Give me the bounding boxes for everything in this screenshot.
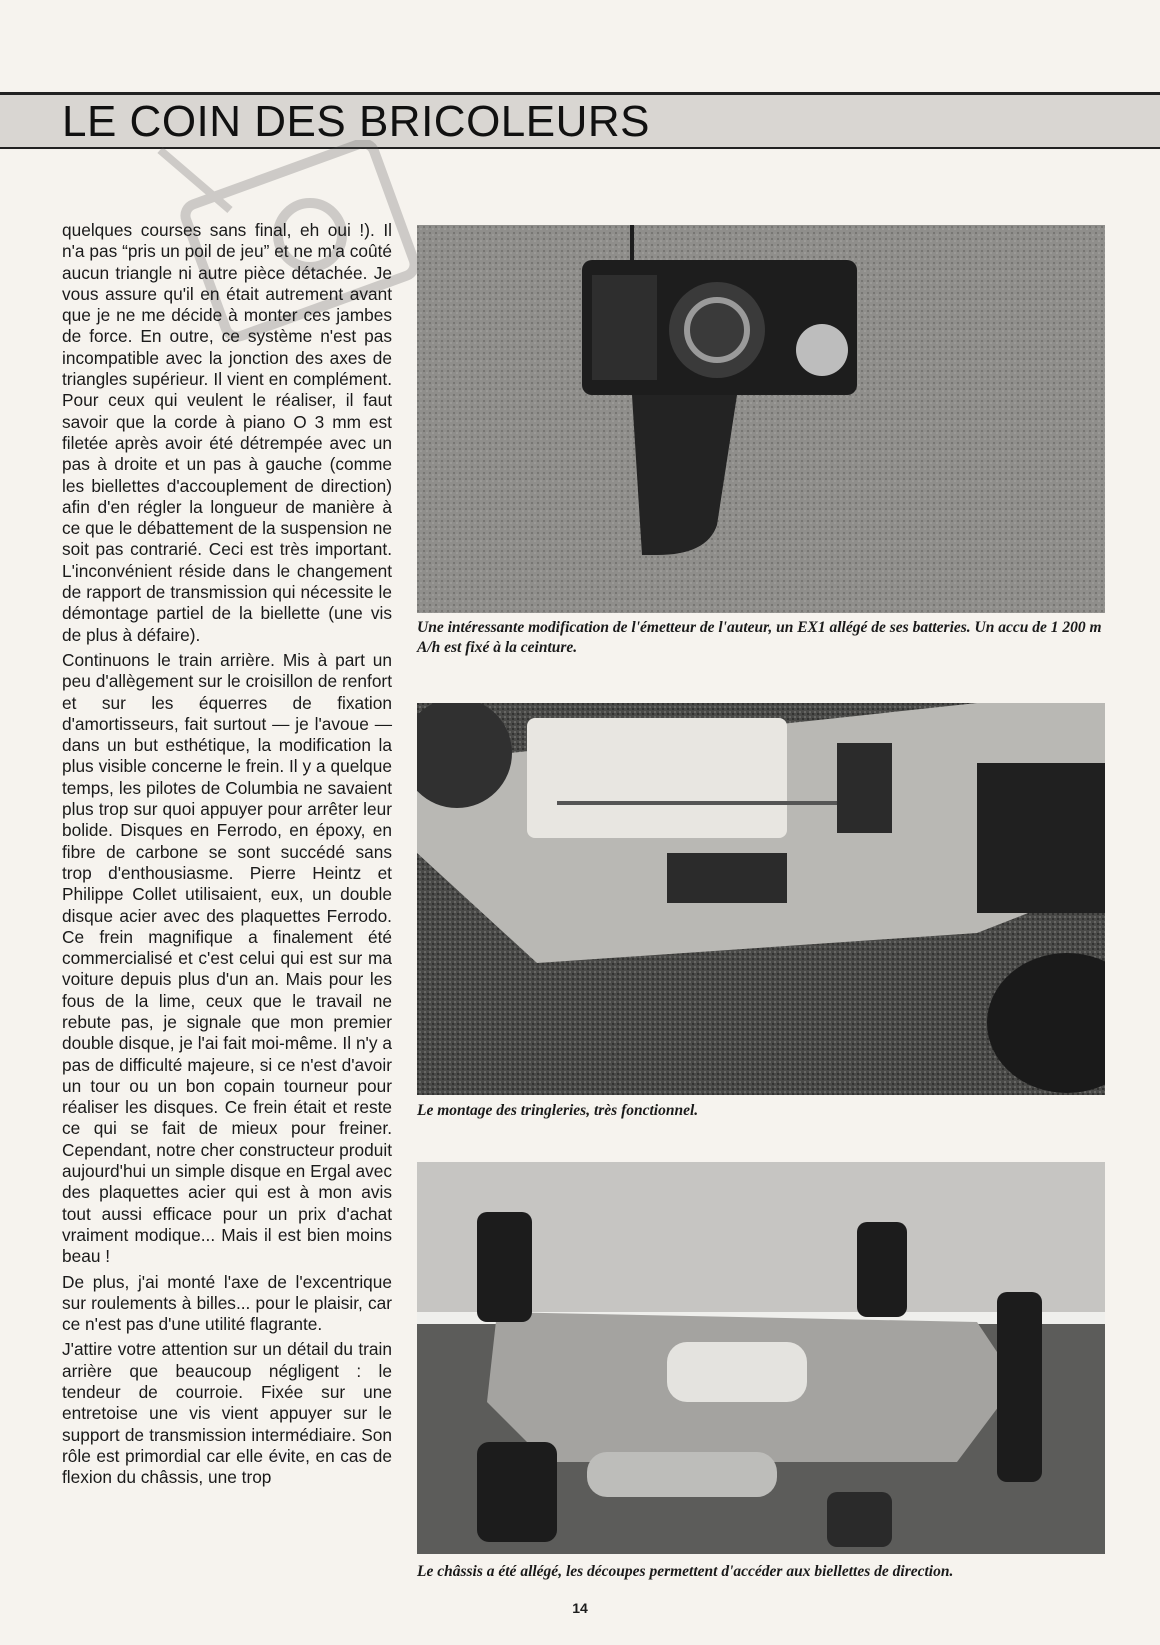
section-banner <box>0 92 1160 149</box>
transmitter-photo <box>417 225 1105 613</box>
page-number: 14 <box>572 1600 588 1616</box>
paragraph: De plus, j'ai monté l'axe de l'excentrique sur roulements à billes... pour le plaisir, car ce n'est pas d'une utilité flagrante. <box>62 1271 392 1335</box>
paragraph: J'attire votre attention sur un détail du train arrière que beaucoup négligent : le tendeur de courroie. Fixée sur une entretoise une vis vient appuyer sur le support de transmission intermédiaire. Son rôle est primordial car elle évite, en cas de flexion du châssis, une trop <box>62 1339 392 1488</box>
photo-caption: Une intéressante modification de l'émetteur de l'auteur, un EX1 allégé de ses batteries. Un accu de 1 200 m A/h est fixé à la ceinture. <box>417 619 1102 656</box>
paragraph: Continuons le train arrière. Mis à part un peu d'allègement sur le croisillon de renfort et sur les équerres de fixation d'amortisseurs, fait surtout — je l'avoue — dans un but esthétique, la modification la plus visible concerne le frein. Il y a quelque temps, les pilotes de Columbia ne savaient plus trop sur quoi appuyer pour arrêter leur bolide. Disques en Ferrodo, en époxy, en fibre de carbone se sont succédé sans trop d'enthousiasme. Pierre Heintz et Philippe Collet utilisaient, eux, un double disque acier avec des plaquettes Ferrodo. Ce frein magnifique a finalement été commercialisé et c'est celui qui est sur ma voiture depuis plus d'un an. Mais pour les fous de la lime, ceux que le travail ne rebute pas, je signale que mon premier double disque, je l'ai fait moi-même. Il n'y a pas de difficulté majeure, si ce n'est d'avoir un tour ou un bon copain tourneur pour réaliser les disques. Ce frein était et reste ce qui se fait de mieux pour freiner. Cependant, notre cher constructeur produit aujourd'hui un simple disque en Ergal avec des plaquettes acier qui est à mon avis tout aussi efficace pour un prix d'achat vraiment modique... Mais il est bien moins beau ! <box>62 649 392 1267</box>
article-body <box>62 220 392 1489</box>
paragraph: quelques courses sans final, eh oui !). Il n'a pas “pris un poil de jeu” et ne m'a coûté aucun triangle ni autre pièce détachée. Je vous assure qu'il en était autrement avant que je ne me décide à monter ces jambes de force. En outre, ce système n'est pas incompatible avec la jonction des axes de triangles supérieur. Il vient en complément. Pour ceux qui veulent le réaliser, il faut savoir que la corde à piano O 3 mm est filetée après avoir été détrempée avec un pas à droite et un pas à gauche (comme les biellettes d'accouplement de direction) afin d'en régler la longueur de manière à ce que le débattement de la suspension ne soit pas contrarié. Ceci est très important. L'inconvénient réside dans le changement de rapport de transmission qui nécessite le démontage partiel de la biellette (une vis de plus à défaire). <box>62 220 392 645</box>
section-title: LE COIN DES BRICOLEURS <box>62 97 651 146</box>
photo-caption: Le châssis a été allégé, les découpes permettent d'accéder aux biellettes de direction. <box>417 1563 954 1580</box>
chassis-photo <box>417 1162 1105 1554</box>
photo-caption: Le montage des tringleries, très fonctionnel. <box>417 1102 699 1119</box>
linkage-photo <box>417 703 1105 1095</box>
